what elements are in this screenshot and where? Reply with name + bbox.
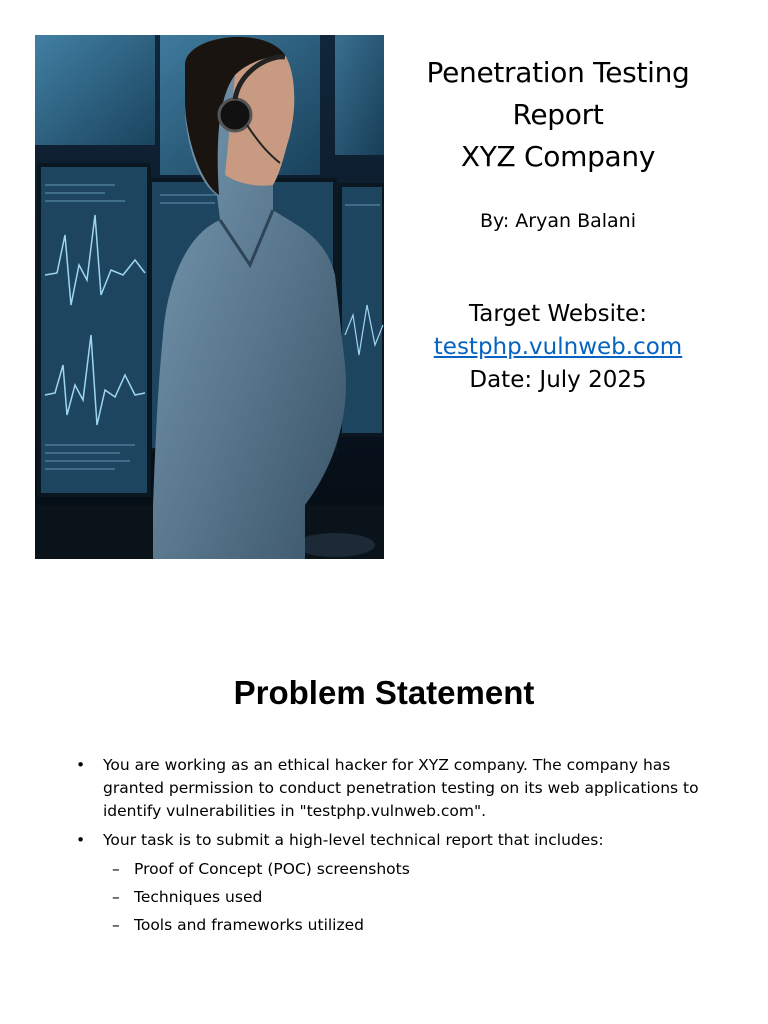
report-title-line-3: XYZ Company [460,140,656,173]
list-item [76,829,716,852]
dash-icon: – [112,916,120,934]
list-item-text: Your task is to submit a high-level technical report that includes: [103,831,604,849]
dash-icon: – [112,888,120,906]
report-date: Date: July 2025 [469,367,647,393]
problem-statement-list [76,754,716,942]
sub-list-item-text: Tools and frameworks utilized [134,916,365,934]
cover-image [35,35,384,559]
cover-title-block [400,52,716,397]
report-title-line-2: Report [512,98,604,131]
sub-list-item [76,914,716,937]
bullet-icon: • [76,756,86,774]
target-label: Target Website: [469,301,647,327]
author-line: By: Aryan Balani [479,210,637,232]
list-item [76,754,716,823]
dash-icon: – [112,860,120,878]
sub-list-item [76,886,716,909]
target-info [400,298,716,397]
target-website-link[interactable]: testphp.vulnweb.com [433,334,683,360]
sub-list [76,858,716,937]
sub-list-item [76,858,716,881]
list-item-text: You are working as an ethical hacker for XYZ company. The company has granted permission to conduct penetration testing on its web applications to identify vulnerabilities in "testphp.vulnweb.com". [103,756,699,820]
problem-statement-heading: Problem Statement [233,674,535,711]
analyst-with-headset-monitors-image [35,35,384,559]
sub-list-item-text: Proof of Concept (POC) screenshots [134,860,410,878]
report-title-line-1: Penetration Testing [426,56,690,89]
bullet-icon: • [76,831,86,849]
sub-list-item-text: Techniques used [134,888,263,906]
